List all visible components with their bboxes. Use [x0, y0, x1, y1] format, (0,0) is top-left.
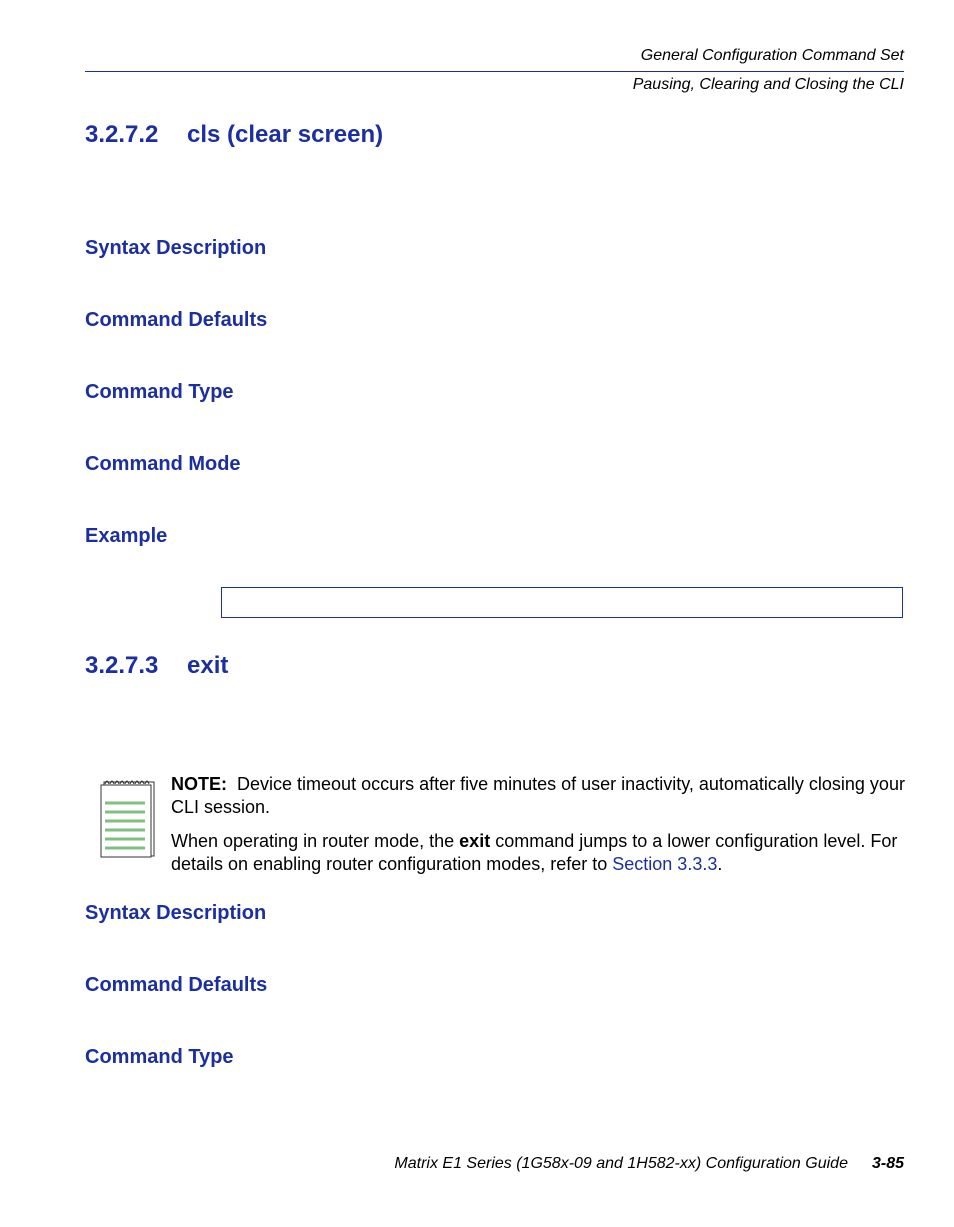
note-paragraph-1 — [171, 773, 906, 819]
running-header-chapter: General Configuration Command Set — [640, 47, 904, 64]
subheading-command-mode: Command Mode — [85, 453, 241, 475]
subheading-command-type: Command Type — [85, 381, 234, 403]
note-icon — [100, 776, 156, 858]
subheading-command-defaults: Command Defaults — [85, 309, 268, 331]
note-text: . — [717, 854, 723, 874]
running-header-section: Pausing, Clearing and Closing the CLI — [632, 76, 904, 93]
header-rule — [85, 71, 904, 72]
subheading-command-defaults: Command Defaults — [85, 974, 268, 996]
subheading-syntax-description: Syntax Description — [85, 237, 267, 259]
page-footer — [394, 1155, 904, 1173]
note-text: When operating in router mode, the — [171, 831, 460, 851]
section-heading-cls — [85, 121, 383, 149]
section-title: exit — [187, 652, 229, 679]
note-text: command jumps to a lower configuration level. For details on enabling router configuration modes, refer to — [171, 831, 898, 874]
example-box — [221, 587, 903, 618]
subheading-command-type: Command Type — [85, 1046, 234, 1068]
section-number: 3.2.7.3 — [85, 652, 159, 679]
section-link[interactable]: Section 3.3.3 — [612, 854, 718, 874]
subheading-example: Example — [85, 525, 168, 547]
footer-title: Matrix E1 Series (1G58x-09 and 1H582-xx) Configuration Guide — [394, 1155, 848, 1172]
page-number: 3-85 — [871, 1155, 904, 1172]
note-text: Device timeout occurs after five minutes of user inactivity, automatically closing your CLI session. — [171, 774, 905, 817]
section-heading-exit — [85, 652, 228, 680]
note-paragraph-2 — [171, 830, 906, 876]
section-title: cls (clear screen) — [187, 121, 384, 148]
section-number: 3.2.7.2 — [85, 121, 159, 148]
subheading-syntax-description: Syntax Description — [85, 902, 267, 924]
command-name: exit — [459, 831, 491, 851]
note-label: NOTE: — [171, 774, 227, 794]
